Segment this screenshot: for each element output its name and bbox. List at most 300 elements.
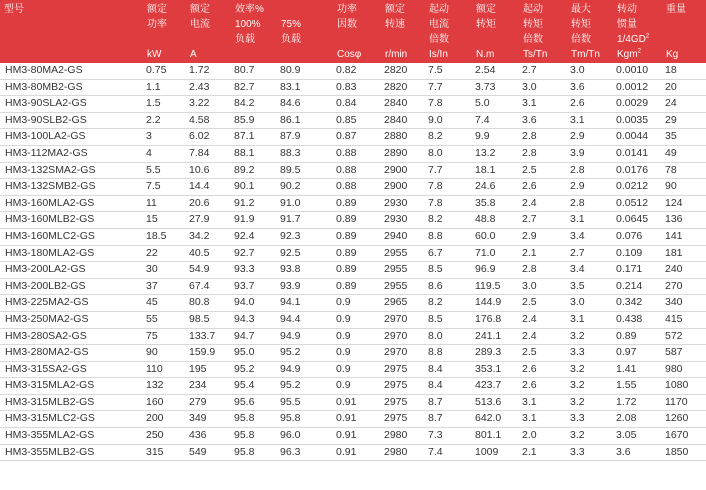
cell-inertia: 0.97 [613,345,662,362]
cell-inertia: 0.0141 [613,145,662,162]
cell-weight: 181 [662,245,706,262]
cell-torque: 9.9 [472,129,519,146]
cell-max-torque: 2.9 [567,179,613,196]
cell-torque: 642.0 [472,411,519,428]
cell-start-current: 8.7 [425,394,472,411]
cell-eff100: 92.4 [231,228,277,245]
cell-speed: 2880 [381,129,425,146]
header-speed-3 [381,32,425,47]
cell-start-torque: 2.6 [519,361,567,378]
cell-eff100: 91.9 [231,212,277,229]
cell-model: HM3-112MA2-GS [0,145,143,162]
header-weight-2 [662,17,706,32]
cell-torque: 60.0 [472,228,519,245]
header-inertia-formula: 1/4GD [617,34,646,45]
header-power-1: 额定 [147,4,167,15]
cell-inertia: 0.0512 [613,195,662,212]
header-start-current-2: 电流 [429,19,449,30]
cell-model: HM3-355MLA2-GS [0,428,143,445]
cell-model: HM3-90SLB2-GS [0,112,143,129]
table-row [0,444,706,461]
cell-speed: 2975 [381,361,425,378]
cell-pf: 0.91 [333,394,381,411]
cell-eff75: 92.3 [277,228,333,245]
table-row [0,195,706,212]
cell-model: HM3-315MLA2-GS [0,378,143,395]
cell-start-current: 8.8 [425,228,472,245]
header-model-2 [0,17,143,32]
cell-speed: 2970 [381,311,425,328]
cell-inertia: 0.0044 [613,129,662,146]
header-pf-1: 功率 [337,4,357,15]
cell-max-torque: 3.5 [567,278,613,295]
cell-inertia: 0.0645 [613,212,662,229]
cell-power: 30 [143,262,186,279]
cell-max-torque: 3.2 [567,328,613,345]
cell-start-current: 8.4 [425,361,472,378]
cell-max-torque: 3.2 [567,428,613,445]
cell-weight: 90 [662,179,706,196]
cell-model: HM3-180MLA2-GS [0,245,143,262]
cell-eff75: 84.6 [277,96,333,113]
cell-inertia: 1.41 [613,361,662,378]
cell-weight: 415 [662,311,706,328]
cell-inertia: 3.05 [613,428,662,445]
cell-torque: 513.6 [472,394,519,411]
cell-speed: 2980 [381,444,425,461]
cell-speed: 2975 [381,411,425,428]
cell-model: HM3-80MB2-GS [0,79,143,96]
cell-weight: 1080 [662,378,706,395]
cell-max-torque: 3.2 [567,378,613,395]
cell-current: 279 [186,394,231,411]
cell-start-current: 7.4 [425,444,472,461]
cell-start-current: 7.8 [425,179,472,196]
cell-start-torque: 2.8 [519,262,567,279]
header-speed-1: 额定 [385,4,405,15]
header-inertia-unit-sup: 2 [637,48,641,55]
cell-power: 0.75 [143,63,186,79]
cell-speed: 2840 [381,112,425,129]
cell-torque: 423.7 [472,378,519,395]
cell-weight: 572 [662,328,706,345]
header-max-torque-3: 倍数 [571,34,591,45]
cell-pf: 0.85 [333,112,381,129]
cell-max-torque: 3.3 [567,345,613,362]
cell-start-current: 8.4 [425,378,472,395]
cell-max-torque: 3.6 [567,79,613,96]
header-pf-3 [333,32,381,47]
cell-model: HM3-160MLC2-GS [0,228,143,245]
cell-start-torque: 2.5 [519,345,567,362]
cell-power: 75 [143,328,186,345]
cell-start-torque: 3.0 [519,79,567,96]
cell-current: 195 [186,361,231,378]
cell-inertia: 0.0029 [613,96,662,113]
header-power-unit: kW [147,49,162,60]
cell-pf: 0.89 [333,212,381,229]
header-model: 型号 [4,4,24,15]
cell-torque: 13.2 [472,145,519,162]
cell-pf: 0.88 [333,179,381,196]
cell-start-current: 7.7 [425,79,472,96]
cell-model: HM3-355MLB2-GS [0,444,143,461]
cell-speed: 2955 [381,278,425,295]
header-start-torque-3: 倍数 [523,34,543,45]
cell-inertia: 0.171 [613,262,662,279]
cell-pf: 0.89 [333,278,381,295]
cell-pf: 0.9 [333,311,381,328]
header-inertia-formula-sup: 2 [645,33,650,40]
cell-weight: 136 [662,212,706,229]
cell-model: HM3-200LB2-GS [0,278,143,295]
cell-eff100: 84.2 [231,96,277,113]
header-current-3 [186,32,231,47]
header-max-torque-1: 最大 [571,4,591,15]
cell-current: 80.8 [186,295,231,312]
cell-weight: 124 [662,195,706,212]
cell-model: HM3-200LA2-GS [0,262,143,279]
cell-torque: 96.9 [472,262,519,279]
cell-eff75: 96.3 [277,444,333,461]
cell-eff75: 95.5 [277,394,333,411]
header-pf-2: 因数 [337,19,357,30]
cell-start-current: 8.5 [425,311,472,328]
cell-pf: 0.89 [333,262,381,279]
table-row [0,129,706,146]
cell-eff100: 88.1 [231,145,277,162]
cell-torque: 3.73 [472,79,519,96]
cell-power: 200 [143,411,186,428]
cell-eff75: 95.2 [277,378,333,395]
cell-power: 315 [143,444,186,461]
table-row [0,262,706,279]
cell-current: 54.9 [186,262,231,279]
cell-start-current: 8.5 [425,262,472,279]
header-torque-1: 额定 [476,4,496,15]
cell-max-torque: 3.1 [567,112,613,129]
cell-current: 3.22 [186,96,231,113]
header-start-torque-2: 转矩 [523,19,543,30]
header-power-3 [143,32,186,47]
cell-eff75: 94.9 [277,328,333,345]
header-eff75-unit [277,47,333,63]
cell-torque: 144.9 [472,295,519,312]
cell-model: HM3-80MA2-GS [0,63,143,79]
header-eff100-unit [231,47,277,63]
cell-speed: 2970 [381,345,425,362]
cell-weight: 35 [662,129,706,146]
cell-weight: 587 [662,345,706,362]
table-row [0,162,706,179]
header-eff100-1: 100% [235,19,261,30]
cell-start-torque: 2.7 [519,212,567,229]
header-current-unit: A [190,49,197,60]
cell-eff100: 89.2 [231,162,277,179]
cell-max-torque: 3.2 [567,394,613,411]
cell-current: 133.7 [186,328,231,345]
cell-start-torque: 3.1 [519,411,567,428]
cell-pf: 0.82 [333,63,381,79]
cell-pf: 0.83 [333,79,381,96]
cell-eff100: 94.0 [231,295,277,312]
header-start-current-3: 倍数 [429,34,449,45]
header-model-3 [0,32,143,47]
cell-speed: 2940 [381,228,425,245]
cell-power: 22 [143,245,186,262]
cell-weight: 24 [662,96,706,113]
cell-eff100: 95.2 [231,361,277,378]
cell-power: 18.5 [143,228,186,245]
header-model-4 [0,47,143,63]
cell-inertia: 0.0010 [613,63,662,79]
cell-speed: 2955 [381,245,425,262]
cell-torque: 48.8 [472,212,519,229]
cell-eff75: 87.9 [277,129,333,146]
cell-pf: 0.91 [333,428,381,445]
cell-power: 132 [143,378,186,395]
table-row [0,311,706,328]
cell-pf: 0.88 [333,162,381,179]
header-eff75-1: 75% [281,19,302,30]
cell-eff75: 94.9 [277,361,333,378]
cell-max-torque: 2.8 [567,162,613,179]
cell-power: 2.2 [143,112,186,129]
header-power-2: 功率 [147,19,167,30]
cell-start-torque: 2.1 [519,245,567,262]
cell-start-torque: 2.9 [519,228,567,245]
cell-inertia: 0.109 [613,245,662,262]
header-weight-unit: Kg [666,49,679,60]
cell-current: 4.58 [186,112,231,129]
cell-speed: 2900 [381,179,425,196]
cell-speed: 2890 [381,145,425,162]
cell-power: 37 [143,278,186,295]
cell-eff100: 87.1 [231,129,277,146]
cell-weight: 29 [662,112,706,129]
table-row [0,245,706,262]
cell-speed: 2900 [381,162,425,179]
cell-torque: 119.5 [472,278,519,295]
cell-pf: 0.9 [333,361,381,378]
cell-inertia: 0.0012 [613,79,662,96]
cell-current: 20.6 [186,195,231,212]
cell-eff75: 93.8 [277,262,333,279]
cell-max-torque: 2.9 [567,129,613,146]
cell-model: HM3-160MLA2-GS [0,195,143,212]
table-row [0,179,706,196]
cell-start-current: 8.2 [425,129,472,146]
table-row [0,79,706,96]
cell-inertia: 0.214 [613,278,662,295]
cell-current: 34.2 [186,228,231,245]
cell-torque: 353.1 [472,361,519,378]
table-row [0,145,706,162]
cell-start-torque: 3.1 [519,394,567,411]
header-weight-1: 重量 [666,4,686,15]
cell-start-current: 8.0 [425,328,472,345]
cell-eff75: 90.2 [277,179,333,196]
header-efficiency-group: 效率% [235,4,264,15]
cell-eff100: 95.0 [231,345,277,362]
cell-eff75: 88.3 [277,145,333,162]
cell-eff100: 94.3 [231,311,277,328]
cell-start-torque: 2.5 [519,295,567,312]
cell-current: 159.9 [186,345,231,362]
cell-weight: 980 [662,361,706,378]
table-row [0,112,706,129]
cell-model: HM3-315SA2-GS [0,361,143,378]
cell-eff100: 85.9 [231,112,277,129]
cell-model: HM3-132SMB2-GS [0,179,143,196]
cell-pf: 0.9 [333,295,381,312]
cell-power: 160 [143,394,186,411]
cell-start-torque: 2.8 [519,129,567,146]
cell-eff75: 95.8 [277,411,333,428]
header-inertia-2: 惯量 [617,19,637,30]
cell-power: 5.5 [143,162,186,179]
cell-inertia: 0.076 [613,228,662,245]
cell-start-torque: 3.1 [519,96,567,113]
cell-current: 549 [186,444,231,461]
cell-model: HM3-280SA2-GS [0,328,143,345]
cell-max-torque: 3.9 [567,145,613,162]
cell-pf: 0.9 [333,328,381,345]
table-row [0,63,706,79]
cell-eff100: 95.4 [231,378,277,395]
cell-power: 250 [143,428,186,445]
cell-model: HM3-90SLA2-GS [0,96,143,113]
table-row [0,428,706,445]
cell-start-current: 8.6 [425,278,472,295]
cell-power: 3 [143,129,186,146]
cell-inertia: 0.0176 [613,162,662,179]
cell-inertia: 1.55 [613,378,662,395]
header-eff100-2: 负载 [235,34,255,45]
cell-start-current: 7.8 [425,195,472,212]
header-speed-2: 转速 [385,19,405,30]
header-start-current-unit: Is/In [429,49,448,60]
header-inertia-3 [613,32,662,47]
cell-current: 1.72 [186,63,231,79]
cell-speed: 2965 [381,295,425,312]
cell-torque: 289.3 [472,345,519,362]
cell-eff100: 92.7 [231,245,277,262]
cell-torque: 7.4 [472,112,519,129]
header-max-torque-unit: Tm/Tn [571,49,600,60]
cell-weight: 49 [662,145,706,162]
cell-max-torque: 3.3 [567,444,613,461]
header-start-torque-1: 起动 [523,4,543,15]
cell-eff75: 86.1 [277,112,333,129]
cell-power: 55 [143,311,186,328]
cell-eff100: 94.7 [231,328,277,345]
cell-eff75: 94.4 [277,311,333,328]
cell-start-current: 6.7 [425,245,472,262]
cell-start-current: 8.2 [425,212,472,229]
cell-max-torque: 3.0 [567,295,613,312]
cell-start-torque: 2.8 [519,145,567,162]
cell-pf: 0.91 [333,444,381,461]
header-current-1: 额定 [190,4,210,15]
cell-power: 1.1 [143,79,186,96]
cell-weight: 270 [662,278,706,295]
cell-power: 90 [143,345,186,362]
cell-eff75: 96.0 [277,428,333,445]
cell-eff75: 92.5 [277,245,333,262]
cell-eff75: 95.2 [277,345,333,362]
table-body [0,63,706,461]
cell-eff100: 93.3 [231,262,277,279]
table-row [0,345,706,362]
cell-speed: 2980 [381,428,425,445]
table-row [0,295,706,312]
cell-start-torque: 3.6 [519,112,567,129]
cell-model: HM3-225MA2-GS [0,295,143,312]
cell-max-torque: 2.8 [567,195,613,212]
cell-torque: 18.1 [472,162,519,179]
header-current-2: 电流 [190,19,210,30]
cell-pf: 0.9 [333,345,381,362]
cell-speed: 2975 [381,378,425,395]
cell-weight: 240 [662,262,706,279]
cell-start-current: 8.0 [425,145,472,162]
cell-start-current: 7.8 [425,96,472,113]
cell-start-torque: 2.0 [519,428,567,445]
cell-speed: 2970 [381,328,425,345]
header-torque-unit: N.m [476,49,495,60]
cell-inertia: 0.438 [613,311,662,328]
cell-start-torque: 2.4 [519,195,567,212]
header-inertia-1: 转动 [617,4,637,15]
cell-start-current: 8.7 [425,411,472,428]
cell-pf: 0.89 [333,245,381,262]
cell-speed: 2840 [381,96,425,113]
cell-max-torque: 3.2 [567,361,613,378]
cell-inertia: 0.89 [613,328,662,345]
cell-power: 15 [143,212,186,229]
cell-current: 40.5 [186,245,231,262]
table-row [0,328,706,345]
cell-current: 2.43 [186,79,231,96]
header-start-current-1: 起动 [429,4,449,15]
cell-current: 27.9 [186,212,231,229]
cell-start-current: 9.0 [425,112,472,129]
table-row [0,278,706,295]
cell-speed: 2975 [381,394,425,411]
cell-current: 349 [186,411,231,428]
cell-model: HM3-250MA2-GS [0,311,143,328]
cell-weight: 1850 [662,444,706,461]
cell-eff100: 95.8 [231,444,277,461]
cell-start-torque: 2.7 [519,63,567,79]
cell-power: 1.5 [143,96,186,113]
cell-start-torque: 3.0 [519,278,567,295]
table-header [0,0,706,63]
cell-weight: 18 [662,63,706,79]
cell-start-current: 7.3 [425,428,472,445]
cell-start-torque: 2.6 [519,179,567,196]
cell-pf: 0.91 [333,411,381,428]
header-max-torque-2: 转矩 [571,19,591,30]
cell-model: HM3-132SMA2-GS [0,162,143,179]
cell-eff100: 93.7 [231,278,277,295]
cell-model: HM3-315MLB2-GS [0,394,143,411]
cell-start-current: 8.2 [425,295,472,312]
header-eff75-2: 负载 [281,34,301,45]
cell-torque: 1009 [472,444,519,461]
cell-start-torque: 2.6 [519,378,567,395]
